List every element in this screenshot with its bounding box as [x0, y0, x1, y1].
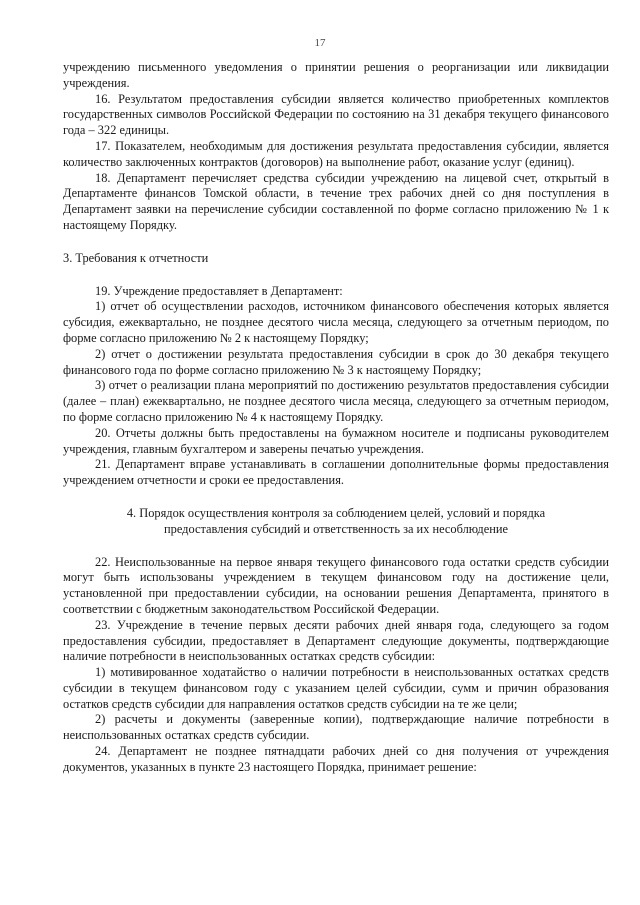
paragraph-16: 16. Результатом предоставления субсидии является количество приобретенных комплектов государственных символов Российской Федерации по состоянию на 31 декабря текущего финансового года – 322 единицы. [63, 91, 609, 138]
paragraph-23-item-1: 1) мотивированное ходатайство о наличии потребности в неиспользованных остатках средств субсидии в текущем финансовом году с указанием целей субсидии, сумм и причин образования остатков средств субсидии для направления остатков средств субсидии на те же цели; [63, 665, 609, 711]
paragraph-24: 24. Департамент не позднее пятнадцати рабочих дней со дня получения от учреждения документов, указанных в пункте 23 настоящего Порядка, принимает решение: [63, 744, 609, 774]
paragraph-20: 20. Отчеты должны быть предоставлены на бумажном носителе и подписаны руководителем учреждения, главным бухгалтером и заверены печатью учреждения. [63, 425, 609, 456]
paragraph-23: 23. Учреждение в течение первых десяти рабочих дней января года, следующего за годом предоставления субсидии, предоставляет в Департамент следующие документы, подтверждающие наличие потребности в неиспользованных остатках средств субсидии: [63, 617, 609, 664]
paragraph-17: 17. Показателем, необходимым для достижения результата предоставления субсидии, является количество заключенных контрактов (договоров) на выполнение работ, оказание услуг (единиц). [63, 138, 609, 169]
section-3-heading: 3. Требования к отчетности [63, 250, 209, 265]
section-4-heading-line-2: предоставления субсидий и ответственность за их несоблюдение [164, 521, 508, 536]
paragraph-23-item-2: 2) расчеты и документы (заверенные копии), подтверждающие наличие потребности в неиспользованных остатках средств субсидии. [63, 712, 609, 743]
paragraph-19-item-3: 3) отчет о реализации плана мероприятий по достижению результатов предоставления субсидии (далее – план) ежеквартально, не позднее десятого числа месяца, следующего за отчетным периодом, по форме согласно приложению № 4 к настоящему Порядку. [63, 378, 609, 424]
paragraph-19-item-1: 1) отчет об осуществлении расходов, источником финансового обеспечения которых является субсидия, ежеквартально, не позднее десятого числа месяца, следующего за отчетным периодом, по форме согласно приложению № 2 к настоящему Порядку; [63, 299, 609, 345]
document-body [63, 60, 609, 776]
paragraph-22: 22. Неиспользованные на первое января текущего финансового года остатки средств субсидии могут быть использованы учреждением в текущем финансовом году на достижение цели, установленной при предоставлении субсидии, на основании решения Департамента, принятого в соответствии с бюджетным законодательством Российской Федерации. [63, 554, 609, 616]
page-number: 17 [314, 37, 326, 49]
section-4-heading-line-1: 4. Порядок осуществления контроля за соблюдением целей, условий и порядка [126, 505, 546, 520]
paragraph-19-item-2: 2) отчет о достижении результата предоставления субсидии в срок до 30 декабря текущего финансового года по форме согласно приложению № 3 к настоящему Порядку; [63, 346, 609, 377]
paragraph-continuation: учреждению письменного уведомления о принятии решения о реорганизации или ликвидации учреждения. [63, 60, 609, 90]
paragraph-19: 19. Учреждение предоставляет в Департамент: [95, 283, 343, 298]
paragraph-21: 21. Департамент вправе устанавливать в соглашении дополнительные формы предоставления учреждением отчетности и сроки ее предоставления. [63, 457, 609, 488]
paragraph-18: 18. Департамент перечисляет средства субсидии учреждению на лицевой счет, открытый в Департаменте финансов Томской области, в течение трех рабочих дней со дня поступления в Департамент заявки на перечисление субсидии составленной по форме согласно приложению № 1 к настоящему Порядку. [63, 170, 609, 232]
section-4-heading [63, 506, 609, 538]
